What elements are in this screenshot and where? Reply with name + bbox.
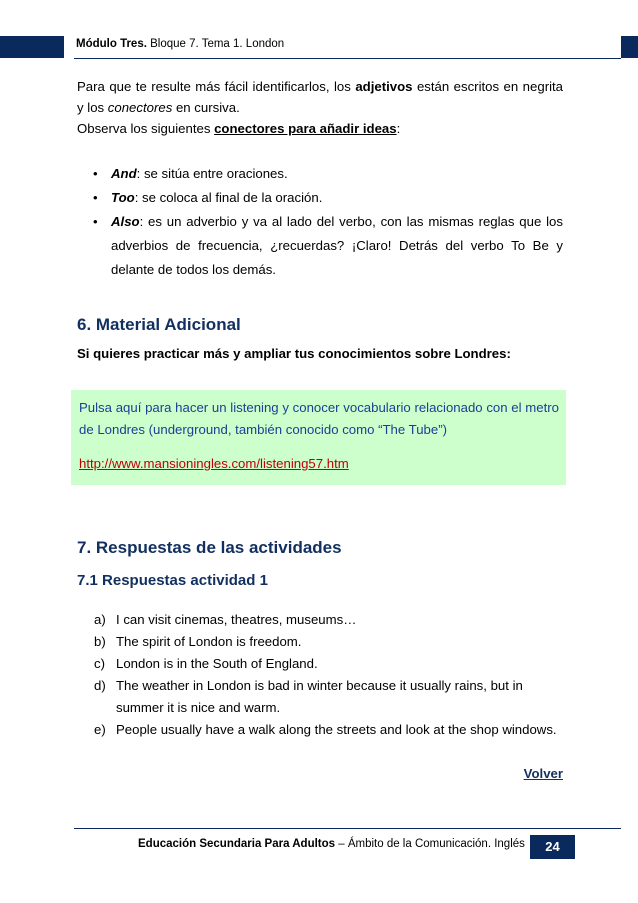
answer-text: The weather in London is bad in winter because it usually rains, but in summer it is nice and warm. [116, 678, 523, 715]
intro-bold-adjetivos: adjetivos [355, 79, 413, 94]
answer-letter: b) [94, 634, 106, 649]
section-7-title: 7. Respuestas de las actividades [77, 538, 342, 557]
connector-text: : se coloca al final de la oración. [134, 190, 323, 205]
intro-underlined: conectores para añadir ideas [214, 121, 397, 136]
list-item [77, 162, 563, 186]
section-7-1-title: 7.1 Respuestas actividad 1 [77, 572, 268, 589]
connector-term: Also [111, 214, 140, 229]
answer-text: The spirit of London is freedom. [116, 634, 302, 649]
connector-term: Too [111, 190, 135, 205]
back-link[interactable]: Volver [523, 766, 563, 781]
list-item [94, 653, 563, 675]
section-6-subtitle: Si quieres practicar más y ampliar tus conocimientos sobre Londres: [77, 346, 511, 361]
section-6-title: 6. Material Adicional [77, 315, 241, 334]
bullet-icon: • [93, 214, 98, 229]
answer-text: People usually have a walk along the streets and look at the shop windows. [116, 722, 557, 737]
header-rule [74, 58, 621, 59]
intro-text: en cursiva. [172, 100, 240, 115]
footer-rest: – Ámbito de la Comunicación. Inglés [335, 838, 525, 850]
intro-text: : [396, 121, 401, 136]
list-item [94, 719, 563, 741]
header-detail: Bloque 7. Tema 1. London [150, 38, 285, 50]
list-item [77, 186, 563, 210]
connectors-list [77, 162, 563, 282]
answer-letter: c) [94, 656, 105, 671]
list-item [94, 675, 563, 719]
answer-text: I can visit cinemas, theatres, museums… [116, 612, 357, 627]
answer-letter: d) [94, 678, 106, 693]
header-bar-left [0, 36, 64, 58]
connector-text: : se sitúa entre oraciones. [136, 166, 288, 181]
intro-text: están escritos en negrita y los [77, 79, 564, 115]
header-module: Módulo Tres. [76, 38, 147, 50]
page-header [76, 38, 284, 50]
page-number: 24 [530, 835, 575, 859]
connector-term: And [111, 166, 137, 181]
additional-material-box [71, 390, 566, 485]
answers-list [94, 609, 563, 741]
intro-text: Observa los siguientes [77, 121, 215, 136]
listening-link[interactable]: http://www.mansioningles.com/listening57.htm [79, 456, 349, 471]
list-item [94, 631, 563, 653]
additional-material-text[interactable]: Pulsa aquí para hacer un listening y conocer vocabulario relacionado con el metro de Londres (underground, también conocido como “The Tube”) [79, 400, 559, 437]
header-bar-right [621, 36, 638, 58]
footer-bold: Educación Secundaria Para Adultos [138, 838, 336, 850]
page-footer [138, 838, 525, 850]
list-item [94, 609, 563, 631]
list-item [77, 210, 563, 282]
footer-rule [74, 828, 621, 829]
answer-letter: a) [94, 612, 106, 627]
bullet-icon: • [93, 190, 98, 205]
bullet-icon: • [93, 166, 98, 181]
intro-italic-conectores: conectores [107, 100, 173, 115]
answer-letter: e) [94, 722, 106, 737]
answer-text: London is in the South of England. [116, 656, 318, 671]
intro-paragraph [77, 76, 563, 139]
intro-text: Para que te resulte más fácil identificarlos, los [77, 79, 356, 94]
connector-text: : es un adverbio y va al lado del verbo, con las mismas reglas que los adverbios de frecuencia, ¿recuerdas? ¡Claro! Detrás del verbo To Be y delante de todos los demás. [111, 214, 563, 277]
